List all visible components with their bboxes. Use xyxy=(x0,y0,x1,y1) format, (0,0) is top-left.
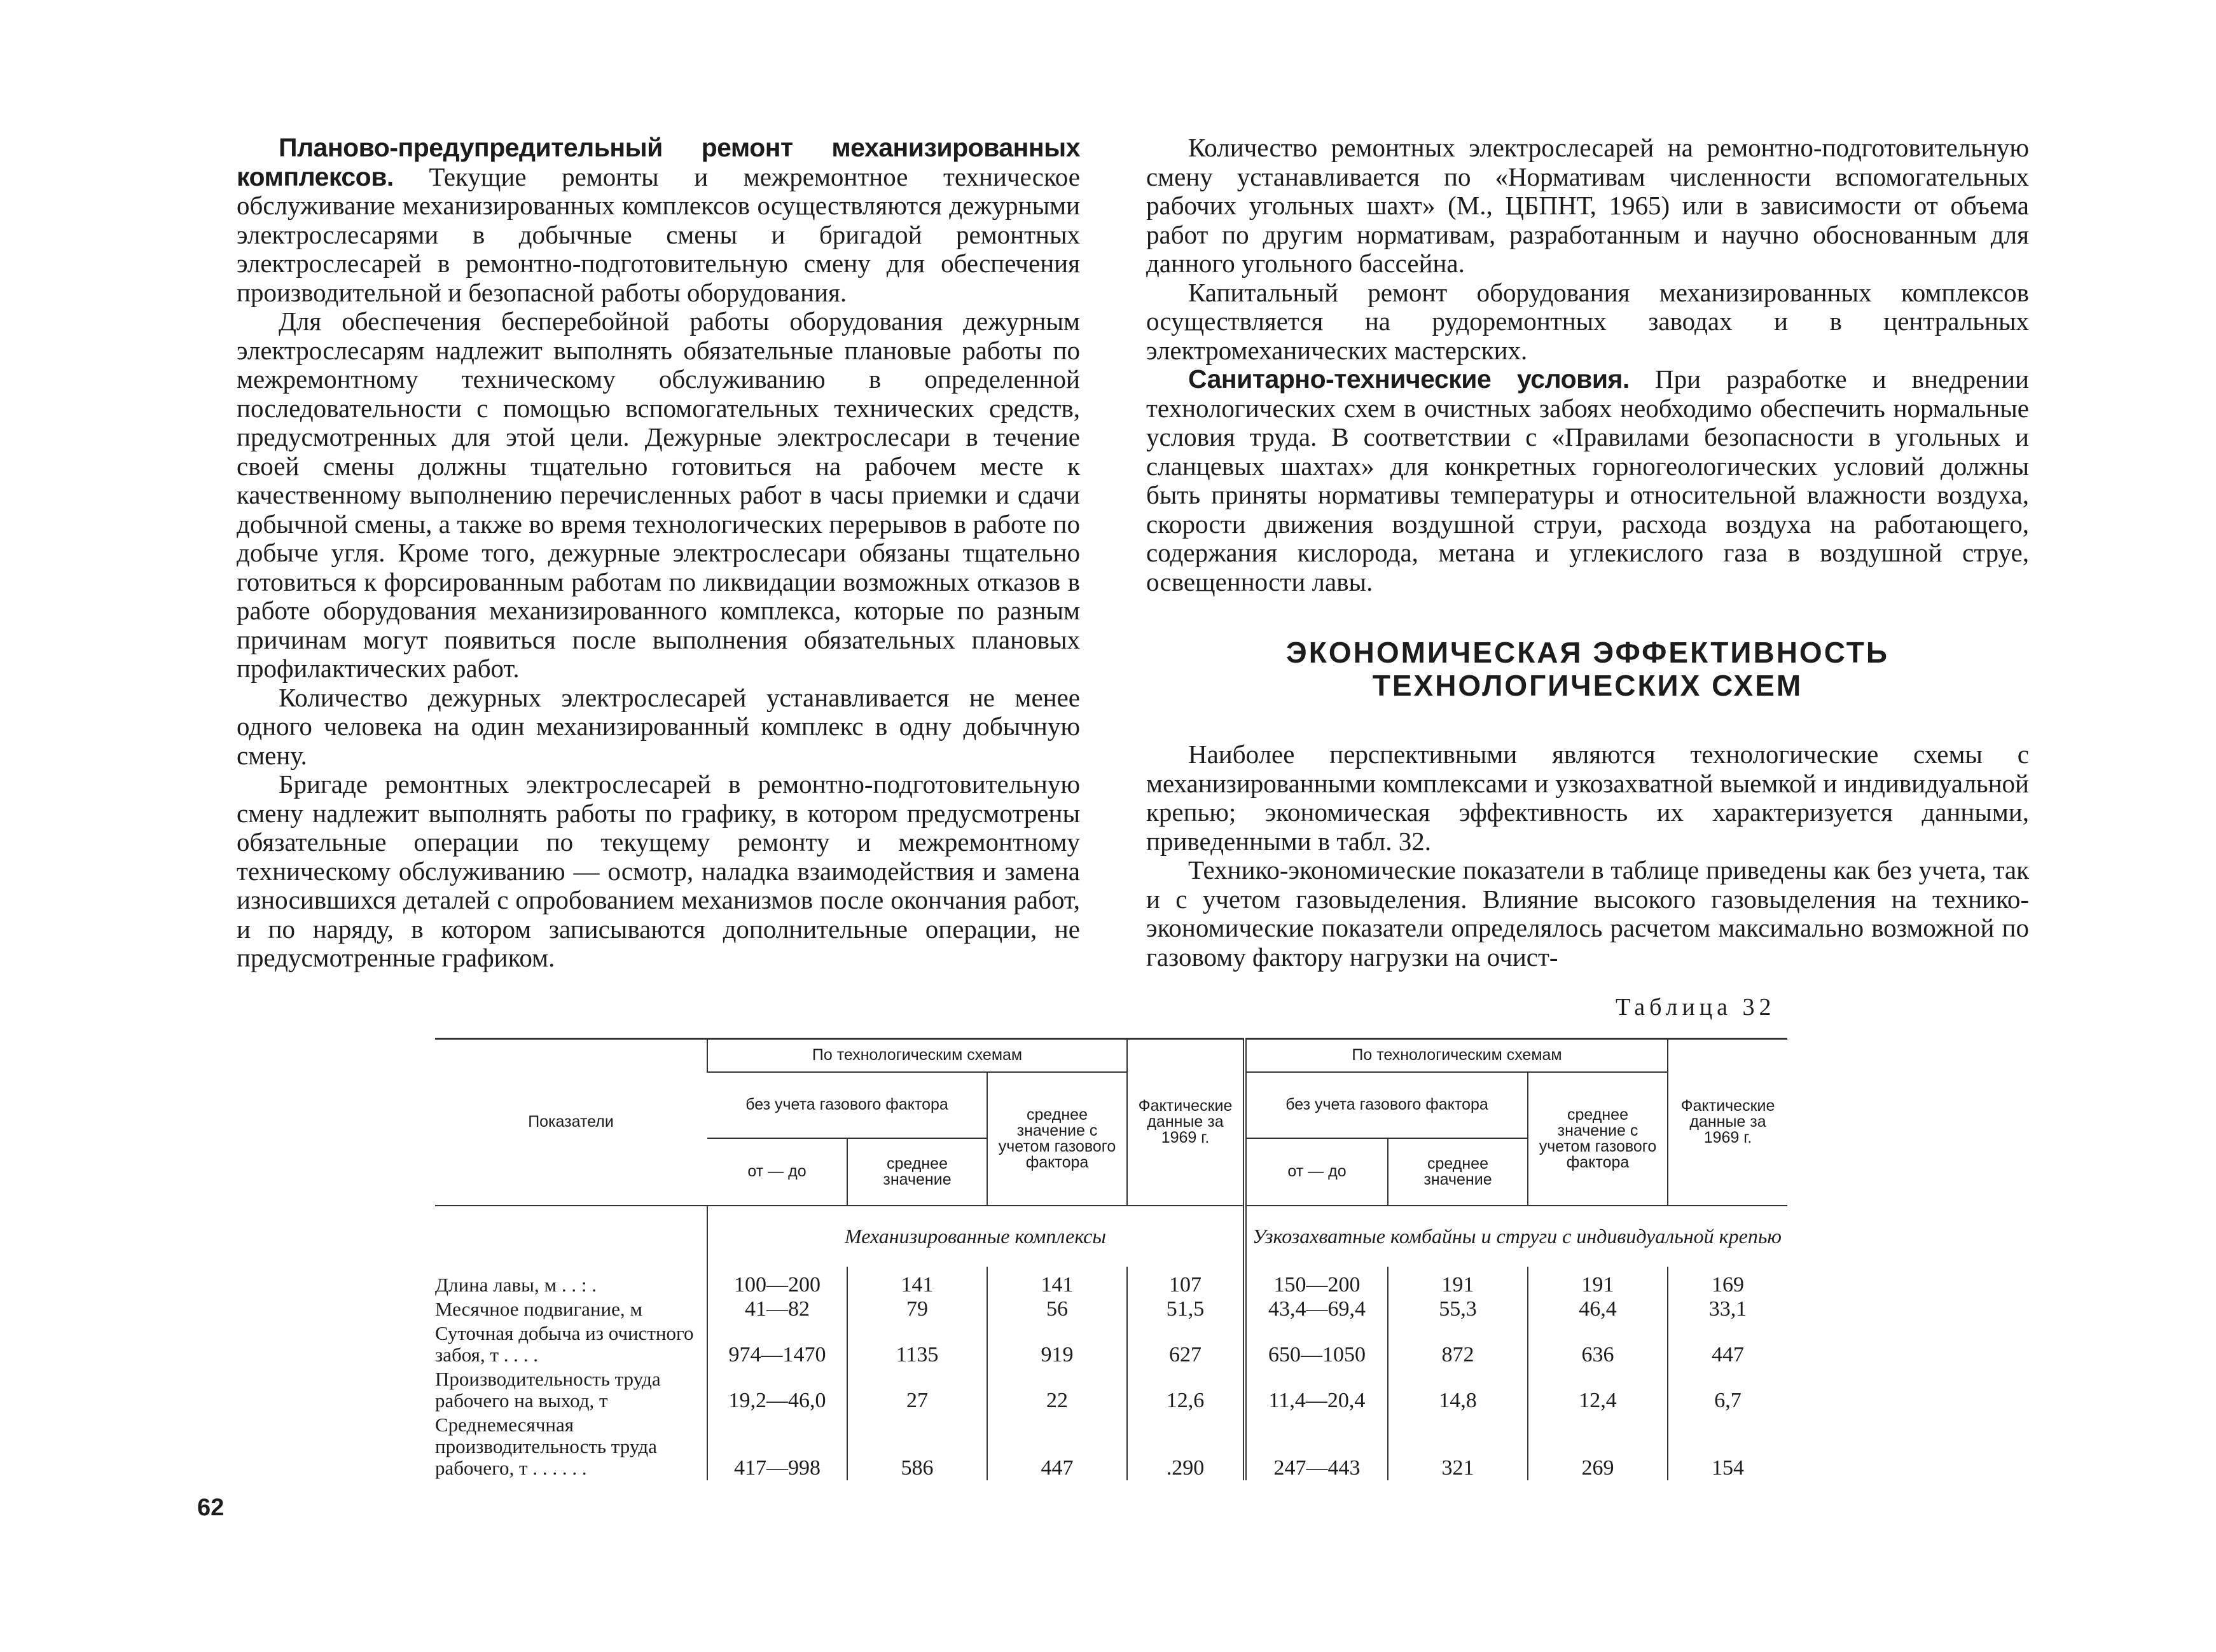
paragraph-sanitary xyxy=(1146,365,2029,596)
cell: 6,7 xyxy=(1668,1367,1787,1413)
header-avg-with-gas: среднее значение с учетом газового фактора xyxy=(987,1072,1127,1206)
header-indicators: Показатели xyxy=(435,1039,707,1206)
section-heading-line2: ТЕХНОЛОГИЧЕСКИХ СХЕМ xyxy=(1372,669,1803,702)
table-row xyxy=(435,1297,1787,1321)
header-by-schemes-right: По технологическим схемам xyxy=(1245,1039,1668,1072)
cell: 27 xyxy=(847,1367,987,1413)
paragraph: Для обеспечения бесперебойной работы оборудования дежурным электрослесарям надлежит выполнять обязательные плановые работы по межремонтному техническому обслуживанию в определенной последовательности с помощью вспомогательных технических средств, предусмотренных для этой цели. Дежурные электрослесари в течение своей смены должны тщательно готовиться на рабочем месте к качественному выполнению перечисленных работ в часы приемки и сдачи добычной смены, а также во время технологических перерывов в работе по добыче угля. Кроме того, дежурные электрослесари обязаны тщательно готовиться к форсированным работам по ликвидации возможных отказов в работе оборудования механизированного комплекса, которые по разным причинам могут появиться после выполнения обязательных плановых профилактических работ. xyxy=(237,306,1080,683)
cell: 41—82 xyxy=(707,1297,847,1321)
cell: 191 xyxy=(1388,1267,1528,1297)
cell: 154 xyxy=(1668,1413,1787,1480)
cell: 22 xyxy=(987,1367,1127,1413)
group-label-narrow: Узкозахватные комбайны и струги с индивидуальной крепью xyxy=(1245,1206,1787,1267)
cell: 447 xyxy=(1668,1321,1787,1367)
cell: 974—1470 xyxy=(707,1321,847,1367)
paragraph-text: При разработке и внедрении технологических схем в очистных забоях необходимо обеспечить нормальные условия труда. В соответствии с «Правилами безопасности в угольных и сланцевых шахтах» для конкретных горногеологических условий должны быть приняты нормативы температуры и относительной влажности воздуха, скорости движения воздушной струи, расхода воздуха на работающего, содержания кислорода, метана и углекислого газа в воздушной струе, освещенности лавы. xyxy=(1146,364,2029,596)
cell: 627 xyxy=(1127,1321,1245,1367)
header-by-schemes: По технологическим схемам xyxy=(707,1039,1127,1072)
cell: 107 xyxy=(1127,1267,1245,1297)
section-heading xyxy=(1146,636,2029,702)
cell: 872 xyxy=(1388,1321,1528,1367)
cell: 150—200 xyxy=(1245,1267,1388,1297)
header-from-to-right: от — до xyxy=(1245,1138,1388,1206)
right-text-column xyxy=(1146,134,2029,972)
header-actual-1969-right: Фактические данные за 1969 г. xyxy=(1668,1039,1787,1206)
paragraph: Капитальный ремонт оборудования механизированных комплексов осуществляется на рудоремонтных заводах и в центральных электромеханических мастерских. xyxy=(1146,277,2029,365)
header-avg-with-gas-right: среднее значение с учетом газового фактора xyxy=(1528,1072,1668,1206)
paragraph: Наиболее перспективными являются технологические схемы с механизированными комплексами и узкозахватной выемкой и индивидуальной крепью; экономическая эффективность их характеризуется данными, приведенными в табл. 32. xyxy=(1146,740,2029,856)
cell: 43,4—69,4 xyxy=(1245,1297,1388,1321)
cell: 169 xyxy=(1668,1267,1787,1297)
row-label: Длина лавы, м . . : . xyxy=(435,1273,597,1296)
cell: 79 xyxy=(847,1297,987,1321)
page-number: 62 xyxy=(197,1494,225,1521)
row-label: Производительность труда рабочего на выход, т xyxy=(435,1367,661,1412)
section-heading-line1: ЭКОНОМИЧЕСКАЯ ЭФФЕКТИВНОСТЬ xyxy=(1286,636,1889,669)
cell: 1135 xyxy=(847,1321,987,1367)
cell: 636 xyxy=(1528,1321,1668,1367)
cell: 919 xyxy=(987,1321,1127,1367)
cell: 191 xyxy=(1528,1267,1668,1297)
header-from-to: от — до xyxy=(707,1138,847,1206)
row-label: Среднемесячная производительность труда рабочего, т . . . . . . xyxy=(435,1413,657,1479)
paragraph-text: Текущие ремонты и межремонтное техническое обслуживание механизированных комплексов осуществляются дежурными электрослесарями в добычные смены и бригадой ремонтных электрослесарей в ремонтно-подготовительную смену для обеспечения производительной и безопасной работы оборудования. xyxy=(237,162,1080,307)
header-without-gas: без учета газового фактора xyxy=(707,1072,987,1138)
row-label: Суточная добыча из очистного забоя, т . . . . xyxy=(435,1321,694,1366)
paragraph: Технико-экономические показатели в таблице приведены как без учета, так и с учетом газовыделения. Влияние высокого газовыделения на технико-экономические показатели определялось расчетом максимально возможной по газовому фактору нагрузки на очист- xyxy=(1146,855,2029,972)
cell: 12,4 xyxy=(1528,1367,1668,1413)
cell: 55,3 xyxy=(1388,1297,1528,1321)
cell: 19,2—46,0 xyxy=(707,1367,847,1413)
cell: 586 xyxy=(847,1413,987,1480)
header-average-right: среднее значение xyxy=(1388,1138,1528,1206)
cell: .290 xyxy=(1127,1413,1245,1480)
cell: 417—998 xyxy=(707,1413,847,1480)
paragraph: Бригаде ремонтных электрослесарей в ремонтно-подготовительную смену надлежит выполнять работы по графику, в котором предусмотрены обязательные операции по текущему ремонту и межремонтному техническому обслуживанию — осмотр, наладка взаимодействия и замена износившихся деталей с опробованием механизмов после окончания работ, и по наряду, в котором записываются дополнительные операции, не предусмотренные графиком. xyxy=(237,769,1080,972)
cell: 12,6 xyxy=(1127,1367,1245,1413)
cell: 11,4—20,4 xyxy=(1245,1367,1388,1413)
group-label-mechanized: Механизированные комплексы xyxy=(707,1206,1245,1267)
header-without-gas-right: без учета газового фактора xyxy=(1245,1072,1528,1138)
table-row xyxy=(435,1321,1787,1367)
cell: 141 xyxy=(987,1267,1127,1297)
cell: 141 xyxy=(847,1267,987,1297)
cell: 46,4 xyxy=(1528,1297,1668,1321)
cell: 650—1050 xyxy=(1245,1321,1388,1367)
paragraph-bold-lead: Планово-предупредительный ремонт механизированных комплексов. xyxy=(237,133,1080,191)
table-row xyxy=(435,1367,1787,1413)
cell: 56 xyxy=(987,1297,1127,1321)
table-caption: Таблица 32 xyxy=(1616,994,1776,1021)
cell: 269 xyxy=(1528,1413,1668,1480)
header-average: среднее значение xyxy=(847,1138,987,1206)
cell: 51,5 xyxy=(1127,1297,1245,1321)
paragraph-planned-repair xyxy=(237,134,1080,307)
paragraph-bold-lead: Санитарно-технические условия. xyxy=(1188,364,1630,394)
cell: 247—443 xyxy=(1245,1413,1388,1480)
cell: 447 xyxy=(987,1413,1127,1480)
group-spacer xyxy=(435,1206,707,1267)
cell: 14,8 xyxy=(1388,1367,1528,1413)
table-row xyxy=(435,1267,1787,1297)
table-row xyxy=(435,1413,1787,1480)
left-text-column xyxy=(237,134,1080,973)
data-table xyxy=(435,1038,1787,1480)
paragraph: Количество дежурных электрослесарей устанавливается не менее одного человека на один механизированный комплекс в одну добычную смену. xyxy=(237,682,1080,770)
cell: 33,1 xyxy=(1668,1297,1787,1321)
cell: 100—200 xyxy=(707,1267,847,1297)
paragraph: Количество ремонтных электрослесарей на ремонтно-подготовительную смену устанавливается по «Нормативам численности вспомогательных рабочих угольных шахт» (М., ЦБПНТ, 1965) или в зависимости от объема работ по другим нормативам, разработанным и научно обоснованным для данного угольного бассейна. xyxy=(1146,133,2029,278)
cell: 321 xyxy=(1388,1413,1528,1480)
row-label: Месячное подвигание, м xyxy=(435,1297,642,1320)
header-actual-1969: Фактические данные за 1969 г. xyxy=(1127,1039,1245,1206)
